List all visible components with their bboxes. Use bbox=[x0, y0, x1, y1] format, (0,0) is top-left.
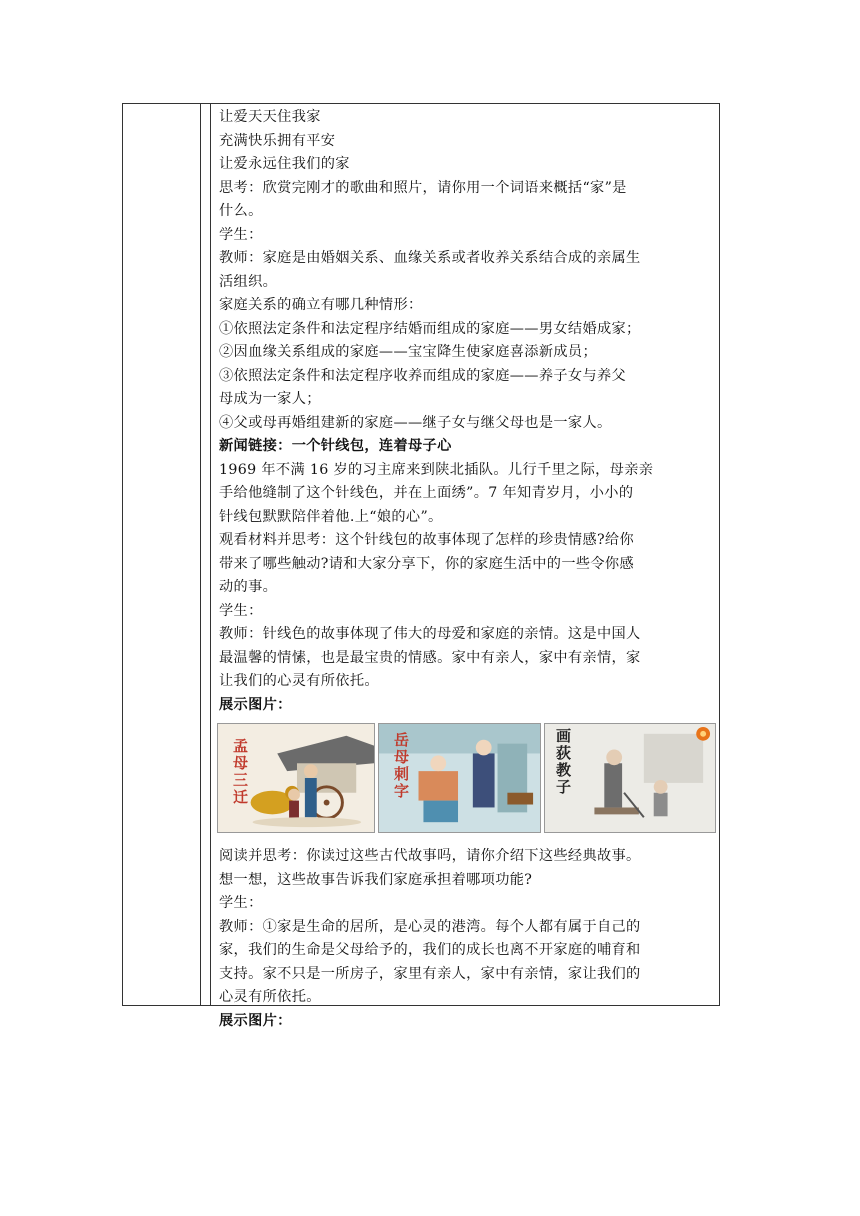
text-line: ①依照法定条件和法定程序结婚而组成的家庭——男女结婚成家； bbox=[219, 320, 641, 337]
picture-title: 画荻教子 bbox=[554, 728, 572, 796]
text-line: 阅读并思考：你读过这些古代故事吗，请你介绍下这些经典故事。 bbox=[219, 848, 641, 864]
yue-mother-tattoo-illustration bbox=[378, 723, 541, 833]
text-line: 什么。 bbox=[219, 203, 263, 219]
text-line: 母成为一家人； bbox=[219, 391, 321, 407]
text-line: 1969 年不满 16 岁的习主席来到陕北插队。儿行千里之际，母亲亲 bbox=[219, 461, 654, 478]
show-pictures-heading: 展示图片： bbox=[219, 1012, 292, 1029]
lesson-content bbox=[219, 106, 719, 1033]
text-line: 充满快乐拥有平安 bbox=[219, 132, 336, 149]
text-line: 学生： bbox=[219, 895, 263, 911]
text-line: 观看材料并思考：这个针线包的故事体现了怎样的珍贵情感?给你 bbox=[219, 532, 635, 548]
picture-title: 孟母三迁 bbox=[231, 738, 249, 806]
text-line: 活组织。 bbox=[219, 273, 278, 290]
text-line: 让爱永远住我们的家 bbox=[219, 156, 350, 172]
text-line: 最温馨的情愫，也是最宝贵的情感。家中有亲人，家中有亲情，家 bbox=[219, 649, 641, 666]
text-line: 带来了哪些触动?请和大家分享下，你的家庭生活中的一些令你感 bbox=[219, 555, 635, 572]
text-line: 让爱天天住我家 bbox=[219, 109, 321, 125]
text-line: 家庭关系的确立有哪几种情形： bbox=[219, 297, 423, 313]
text-line: 思考：欣赏完刚才的歌曲和照片，请你用一个词语来概括“家”是 bbox=[219, 179, 627, 196]
text-line: 家，我们的生命是父母给予的，我们的成长也离不开家庭的哺育和 bbox=[219, 942, 641, 958]
picture-title: 岳母刺字 bbox=[392, 732, 410, 800]
reed-drawing-teaching-illustration bbox=[544, 723, 716, 833]
text-line: 支持。家不只是一所房子，家里有亲人，家中有亲情，家让我们的 bbox=[219, 965, 641, 982]
story-pictures bbox=[217, 723, 717, 841]
news-heading: 新闻链接：一个针线包，连着母子心 bbox=[219, 438, 452, 454]
table-column-stage bbox=[123, 104, 201, 1005]
text-line: 教师：针线色的故事体现了伟大的母爱和家庭的亲情。这是中国人 bbox=[219, 626, 641, 642]
text-line: ④父或母再婚组建新的家庭——继子女与继父母也是一家人。 bbox=[219, 414, 612, 431]
text-line: 想一想，这些故事告诉我们家庭承担着哪项功能? bbox=[219, 871, 533, 888]
text-line: ②因血缘关系组成的家庭——宝宝降生使家庭喜添新成员； bbox=[219, 344, 597, 360]
text-line: ③依照法定条件和法定程序收养而组成的家庭——养子女与养父 bbox=[219, 367, 627, 384]
show-pictures-heading: 展示图片： bbox=[219, 696, 292, 713]
text-line: 手给他缝制了这个针线色，并在上面绣”。7 年知青岁月，小小的 bbox=[219, 485, 634, 501]
text-line: 教师：家庭是由婚姻关系、血缘关系或者收养关系结合成的亲属生 bbox=[219, 250, 641, 266]
text-line: 针线包默默陪伴着他.上“娘的心”。 bbox=[219, 508, 443, 525]
text-line: 心灵有所依托。 bbox=[219, 989, 321, 1005]
mencius-mother-moves-illustration bbox=[217, 723, 375, 833]
table-column-narrow bbox=[200, 104, 211, 1005]
text-line: 教师：①家是生命的居所，是心灵的港湾。每个人都有属于自己的 bbox=[219, 918, 641, 935]
lesson-table bbox=[122, 103, 720, 1029]
text-line: 动的事。 bbox=[219, 579, 278, 595]
text-line: 让我们的心灵有所依托。 bbox=[219, 673, 379, 689]
text-line: 学生： bbox=[219, 602, 263, 619]
text-line: 学生： bbox=[219, 226, 263, 243]
